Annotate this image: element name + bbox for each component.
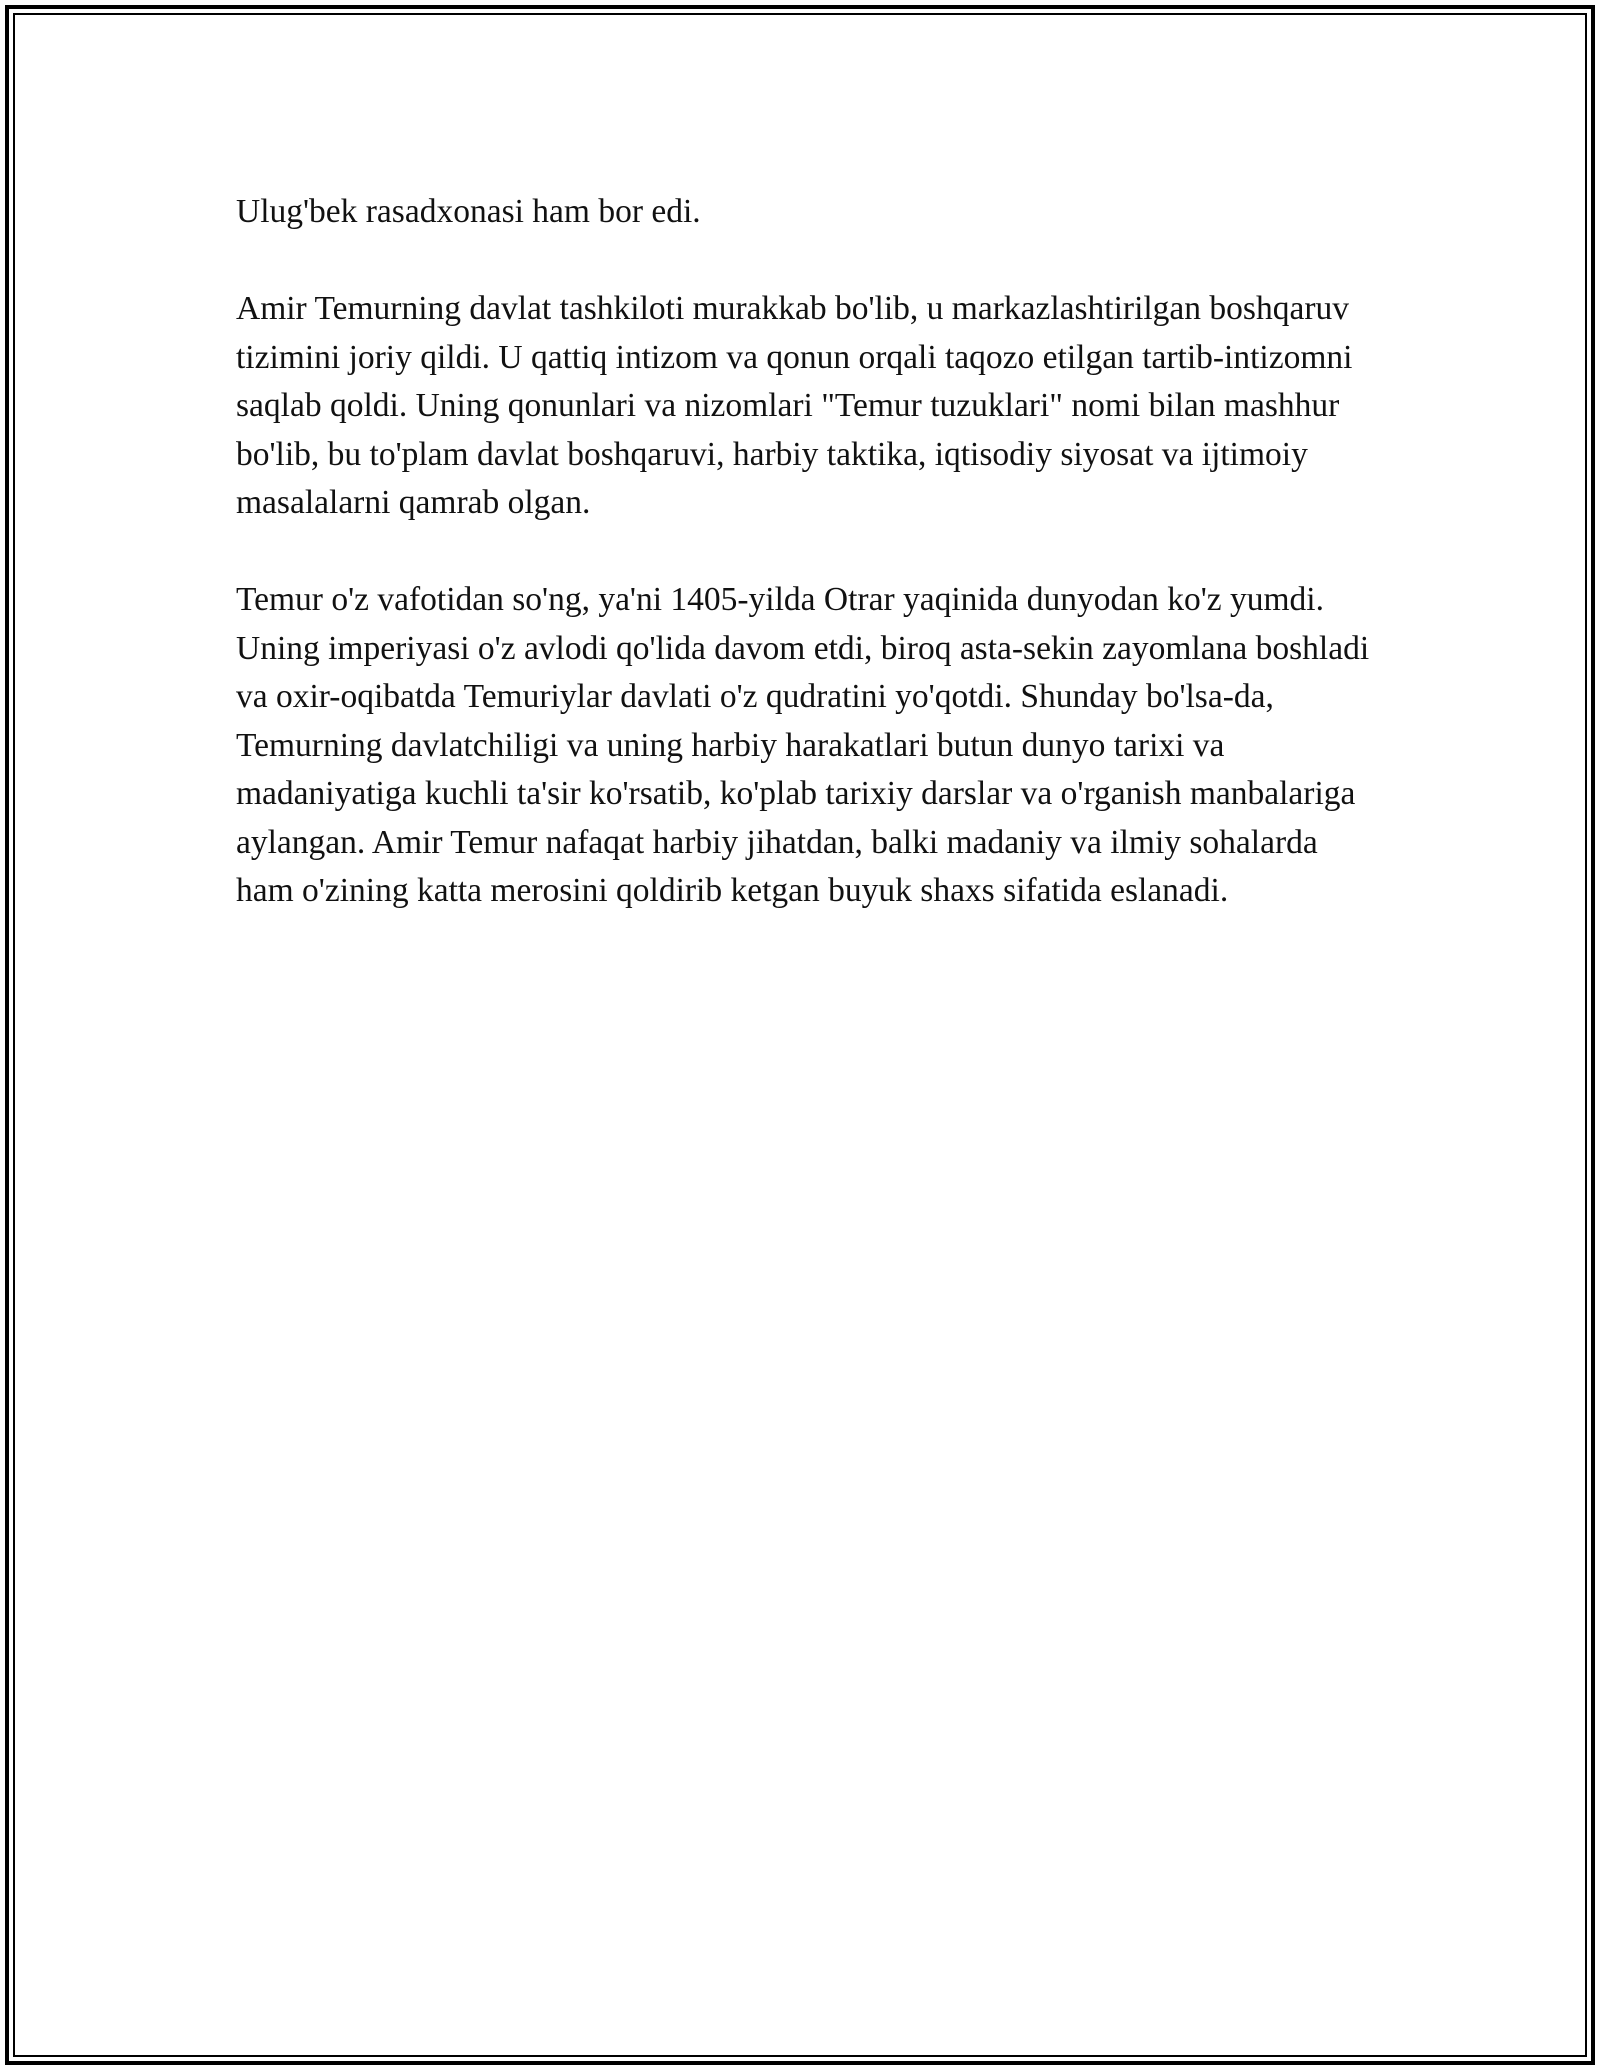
paragraph: Temur o'z vafotidan so'ng, ya'ni 1405-yilda Otrar yaqinida dunyodan ko'z yumdi. Uning imperiyasi o'z avlodi qo'lida davom etdi, biroq asta-sekin zayomlana boshladi va oxir-oqibatda Temuriylar davlati o'z qudratini yo'qotdi. Shunday bo'lsa-da, Temurning davlatchiligi va uning harbiy harakatlari butun dunyo tarixi va madaniyatiga kuchli ta'sir ko'rsatib, ko'plab tarixiy darslar va o'rganish manbalariga aylangan. Amir Temur nafaqat harbiy jihatdan, balki madaniy va ilmiy sohalarda ham o'zining katta merosini qoldirib ketgan buyuk shaxs sifatida eslanadi. [236,581,1370,909]
paragraph: Amir Temurning davlat tashkiloti murakkab bo'lib, u markazlashtirilgan boshqaruv tizimini joriy qildi. U qattiq intizom va qonun orqali taqozo etilgan tartib-intizomni saqlab qoldi. Uning qonunlari va nizomlari "Temur tuzuklari" nomi bilan mashhur bo'lib, bu to'plam davlat boshqaruvi, harbiy taktika, iqtisodiy siyosat va ijtimoiy masalalarni qamrab olgan. [236,290,1353,521]
paragraph: Ulug'bek rasadxonasi ham bor edi. [236,193,701,230]
document-body [236,188,1376,916]
